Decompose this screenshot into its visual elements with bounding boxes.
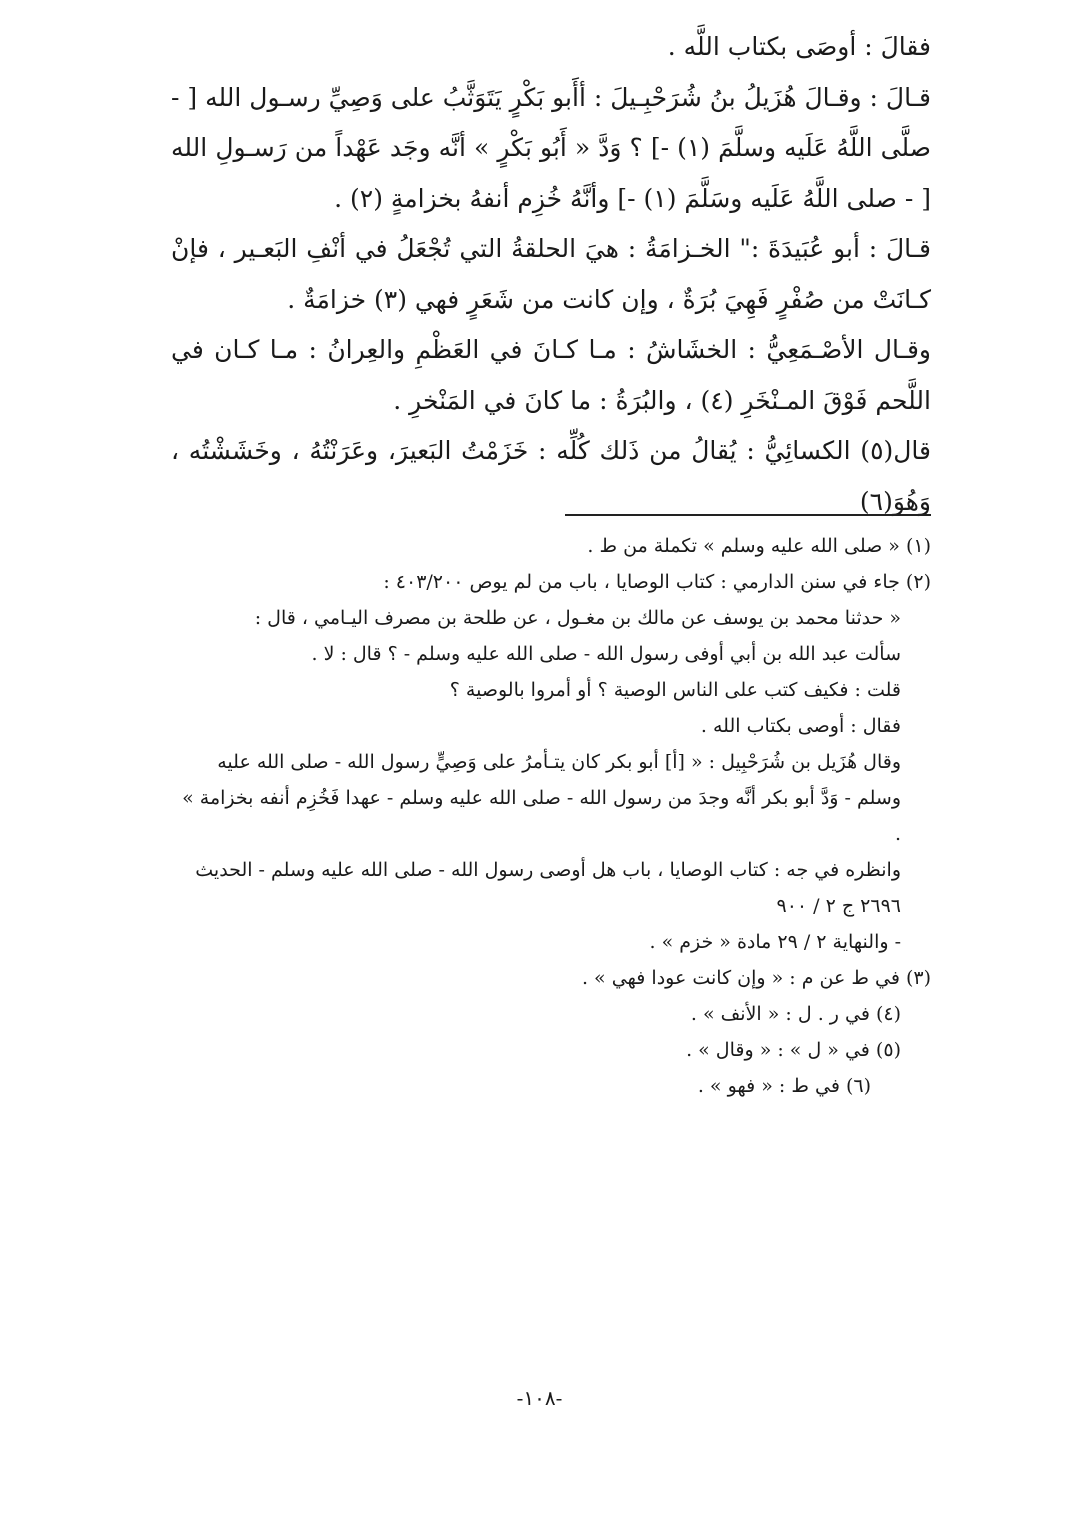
footnote-2-quote-line-1: « حدثنا محمد بن يوسف عن مالك بن مغـول ، عن طلحة بن مصرف اليـامي ، قال : [254,607,901,629]
main-paragraph-asmai: وقـال الأصْـمَعِيُّ : الخشَاشُ : مـا كـانَ في العَظْمِ والعِرانُ : مـا كـان في اللَّحم فَوْقَ المـنْخَرِ (٤) ، والبُرَةُ : ما كانَ في المَنْخرِ . [171,335,931,415]
footnotes-block [171,528,931,1104]
footnote-2-see-also: وانظره في جه : كتاب الوصايا ، باب هل أوصى رسول الله - صلى الله عليه وسلم - الحديث ٢٦٩٦ ج ٢ / ٩٠٠ [195,859,901,917]
footnote-5: (٥) في « ل » : « وقال » . [686,1039,901,1061]
footnote-2-quote-line-3: قلت : فكيف كتب على الناس الوصية ؟ أو أمروا بالوصية ؟ [449,679,901,701]
footnote-2-quote-huzayl: وقال هُزَيل بن شُرَحْبِيل : « [أ] أبو بكر كان يتـأمرُ على وَصِيٍّ رسول الله - صلى الله عليه وسلم - وَدَّ أبو بكر أنَّه وجدَ من رسول الله - صلى الله عليه وسلم - عهدا فَخُزِم أنفه بخزامة » . [182,751,901,845]
footnote-2: (٢) جاء في سنن الدارمي : كتاب الوصايا ، باب من لم يوص ٤٠٣/٢٠٠ : [383,571,931,593]
main-paragraph-kisai: قال(٥) الكسائِيُّ : يُقالُ من ذَلك كُلِّه : خَزَمْتُ البَعيرَ، وعَرَنْتُهُ ، وخَشَشْتُه ، وَهُوَ(٦) [171,436,931,516]
footnote-2-quote-line-2: سألت عبد الله بن أبي أوفى رسول الله - صلى الله عليه وسلم - ؟ قال : لا . [311,643,901,665]
footnote-4: (٤) في ر . ل : « الأنف » . [690,1003,901,1025]
main-paragraph-abu-ubayda: قـالَ : أبو عُبَيدَةَ :" الخـزامَةُ : هيَ الحلقةُ التي تُجْعَلُ في أنْفِ البَعـير ، فإنْ كـانَتْ من صُفْرٍ فَهِيَ بُرَةٌ ، وإن كانت من شَعَرٍ فهي (٣) خزامَةٌ . [171,234,931,314]
main-paragraph-huzayl: قـالَ : وقـالَ هُزَيلُ بنُ شُرَحْبِـيلَ : أأَبو بَكْرٍ يَتَوَثَّبُ على وَصِيِّ رسـول الله [ - صلَّى اللَّهُ عَلَيه وسلَّمَ (١) -] ؟ وَدَّ « أَبُو بَكْرٍ » أنَّه وجَد عَهْداً من رَسـولِ الله [ - صلى اللَّهُ عَلَيه وسَلَّمَ (١) -] وأنَّهُ خُزِم أنفهُ بخزامةٍ (٢) . [171,82,931,213]
footnote-divider [565,514,931,516]
footnote-2-nihaya: - والنهاية ٢ / ٢٩ مادة « خزم » . [649,931,901,953]
footnote-6: (٦) في ط : « فهو » . [697,1075,871,1097]
main-text-block [171,22,931,527]
footnote-2-quote-line-4: فقال : أوصى بكتاب الله . [700,715,901,737]
page-number: -١٠٨- [516,1386,563,1410]
footnote-3: (٣) في ط عن م : « وإن كانت عودا فهي » . [581,967,931,989]
footnote-1: (١) « صلى الله عليه وسلم » تكملة من ط . [587,535,931,557]
main-line-1: فقالَ : أوصَى بكتاب اللَّه . [667,32,931,61]
